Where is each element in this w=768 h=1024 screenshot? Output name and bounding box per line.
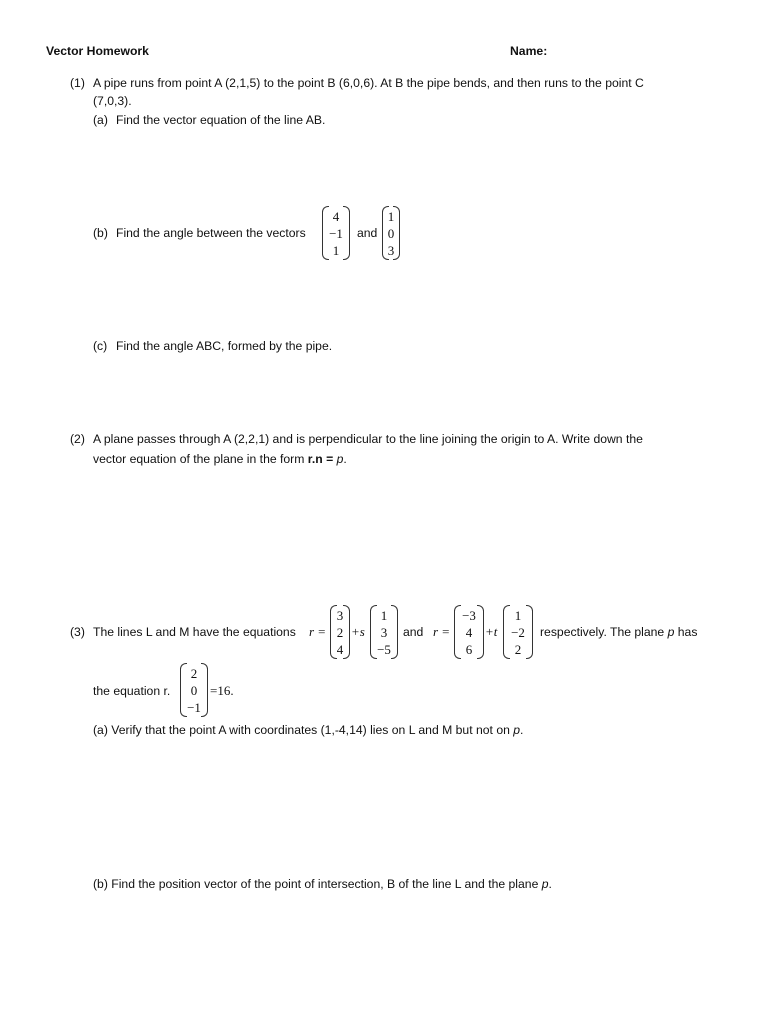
q3-vector-c (454, 605, 484, 659)
q3-r-equals-1: r = (309, 624, 327, 639)
vector-entry: 6 (465, 641, 473, 657)
q3a-text (93, 723, 523, 737)
q1a-text: Find the vector equation of the line AB. (116, 113, 326, 127)
vector-entry: 0 (387, 225, 395, 241)
name-label: Name: (510, 44, 548, 58)
q1c-label: (c) (93, 339, 108, 353)
vector-entry: 3 (336, 607, 344, 623)
q2-text-bold: r.n = (307, 452, 334, 466)
q1-number: (1) (70, 76, 85, 90)
q2-text-plain: vector equation of the plane in the form (93, 452, 308, 466)
vector-entry: −1 (329, 225, 343, 241)
q3-number: (3) (70, 625, 85, 639)
q1-text-line2: (7,0,3). (93, 94, 132, 108)
q1c-text: Find the angle ABC, formed by the pipe. (116, 339, 333, 353)
vector-entry: −2 (511, 624, 525, 640)
page-title: Vector Homework (46, 44, 149, 58)
q3-vector-a (330, 605, 350, 659)
q3-intro: The lines L and M have the equations (93, 625, 296, 639)
vector-entry: 1 (380, 607, 388, 623)
vector-entry: −3 (462, 607, 476, 623)
vector-entry: 3 (380, 624, 388, 640)
q3-plus-t: +t (485, 624, 498, 639)
q2-text-line1: A plane passes through A (2,2,1) and is perpendicular to the line joining the origin to A. Write down the (93, 432, 643, 446)
q3-plane-rhs: =16. (210, 683, 234, 698)
vector-entry: −1 (187, 699, 201, 715)
q2-text-line2 (93, 452, 347, 466)
q1-text-line1: A pipe runs from point A (2,1,5) to the point B (6,0,6). At B the pipe bends, and then runs to the point C (93, 76, 644, 90)
q3-and: and (403, 625, 424, 639)
vector-entry: 2 (514, 641, 522, 657)
vector-entry: 1 (332, 242, 340, 258)
q3-vector-d (503, 605, 533, 659)
q3a-text-end: . (520, 723, 524, 737)
q3b-text-end: . (548, 877, 552, 891)
q1b-vector-1 (322, 206, 350, 260)
q3a-p: p (513, 723, 521, 737)
q3b-text (93, 877, 552, 891)
q1b-and: and (357, 226, 378, 240)
q1b-vector-2 (382, 206, 400, 260)
q3-plus-s: +s (351, 624, 365, 639)
vector-entry: 3 (387, 242, 395, 258)
q3b-p: p (541, 877, 549, 891)
vector-entry: 4 (332, 208, 340, 224)
q3-vector-b (370, 605, 398, 659)
q2-text-end: . (343, 452, 347, 466)
q2-text-italic: p (336, 452, 344, 466)
vector-entry: 4 (465, 624, 473, 640)
vector-entry: 1 (387, 208, 395, 224)
vector-entry: 4 (336, 641, 344, 657)
q3-resp-text-end: has (674, 625, 698, 639)
q3-resp-p: p (667, 625, 675, 639)
q1b-text: Find the angle between the vectors (116, 226, 306, 240)
q3b-text-main: (b) Find the position vector of the point of intersection, B of the line L and the plane (93, 877, 542, 891)
q1b-label: (b) (93, 226, 108, 240)
q3-resp-text: respectively. The plane (540, 625, 668, 639)
q3a-text-main: (a) Verify that the point A with coordinates (1,-4,14) lies on L and M but not on (93, 723, 514, 737)
q3-plane-normal-vector (180, 663, 208, 717)
q1a-label: (a) (93, 113, 108, 127)
vector-entry: −5 (377, 641, 391, 657)
q3-r-equals-2: r = (433, 624, 451, 639)
q3-plane-equation-text: the equation r. (93, 684, 171, 698)
vector-entry: 2 (336, 624, 344, 640)
vector-entry: 1 (514, 607, 522, 623)
q3-respectively (540, 625, 697, 639)
q2-number: (2) (70, 432, 85, 446)
vector-entry: 0 (190, 682, 198, 698)
vector-entry: 2 (190, 665, 198, 681)
